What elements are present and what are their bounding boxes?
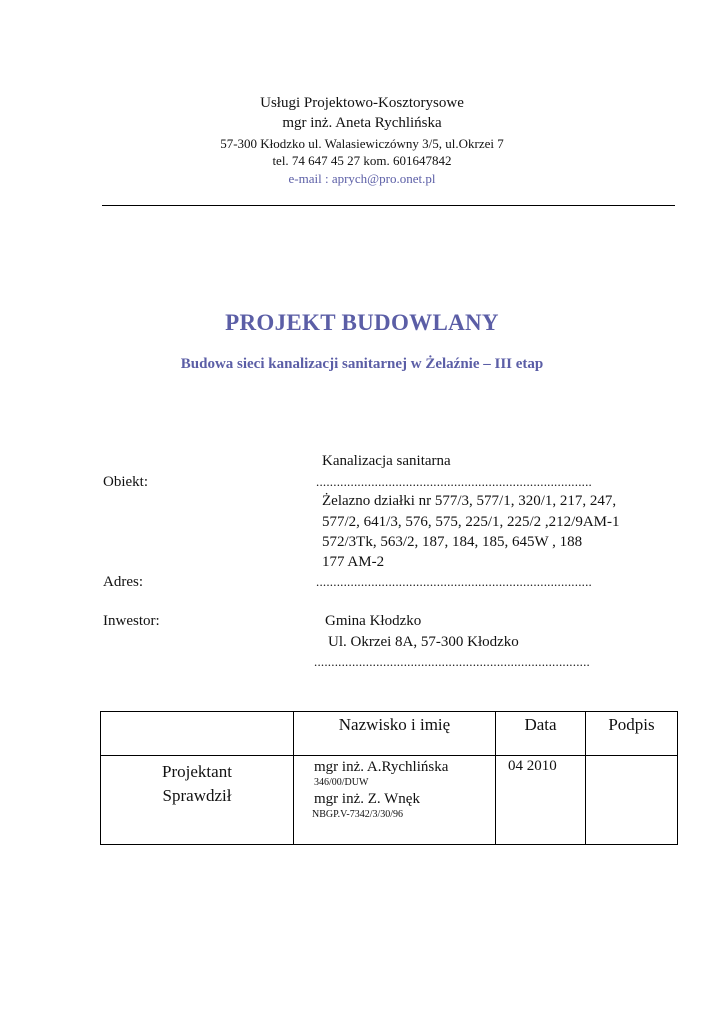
address-line-3: 572/3Tk, 563/2, 187, 184, 185, 645W , 188 bbox=[322, 534, 583, 550]
object-value: Kanalizacja sanitarna bbox=[322, 453, 451, 469]
address-line-1: Żelazno działki nr 577/3, 577/1, 320/1, 217, 247, bbox=[322, 493, 617, 509]
persons-cell bbox=[294, 756, 496, 845]
company-phone: tel. 74 647 45 27 kom. 601647842 bbox=[272, 153, 452, 168]
designer-name: mgr inż. A.Rychlińska bbox=[314, 759, 449, 775]
signature-cell bbox=[586, 756, 678, 845]
table-row bbox=[101, 756, 678, 845]
role-checker: Sprawdził bbox=[162, 786, 232, 805]
roles-cell bbox=[101, 756, 294, 845]
date-column-header: Data bbox=[496, 712, 586, 756]
address-line-4: 177 AM-2 bbox=[322, 554, 385, 570]
investor-label: Inwestor: bbox=[103, 613, 160, 629]
address-line-2: 577/2, 641/3, 576, 575, 225/1, 225/2 ,212/9AM-1 bbox=[322, 514, 620, 530]
object-dots: ................................................................................ bbox=[316, 474, 592, 489]
signature-column-header: Podpis bbox=[586, 712, 678, 756]
role-designer: Projektant bbox=[162, 762, 232, 781]
signature-table bbox=[100, 711, 678, 845]
investor-name: Gmina Kłodzko bbox=[325, 613, 422, 629]
company-name: Usługi Projektowo-Kosztorysowe bbox=[260, 95, 464, 111]
investor-dots: ................................................................................ bbox=[314, 654, 590, 669]
company-address: 57-300 Kłodzko ul. Walasiewiczówny 3/5, ul.Okrzei 7 bbox=[220, 136, 504, 151]
checker-license: NBGP.V-7342/3/30/96 bbox=[312, 809, 404, 820]
header-divider bbox=[102, 205, 675, 206]
document-subtitle: Budowa sieci kanalizacji sanitarnej w Żelaźnie – III etap bbox=[180, 356, 544, 372]
designer-header-name: mgr inż. Aneta Rychlińska bbox=[282, 115, 442, 131]
document-title: PROJEKT BUDOWLANY bbox=[225, 310, 499, 335]
object-label: Obiekt: bbox=[103, 474, 148, 490]
table-header-row bbox=[101, 712, 678, 756]
investor-address: Ul. Okrzei 8A, 57-300 Kłodzko bbox=[328, 634, 519, 650]
date-cell: 04 2010 bbox=[496, 756, 586, 845]
checker-name: mgr inż. Z. Wnęk bbox=[314, 791, 420, 807]
address-dots: ................................................................................ bbox=[316, 574, 592, 589]
name-column-header: Nazwisko i imię bbox=[294, 712, 496, 756]
company-email[interactable]: e-mail : aprych@pro.onet.pl bbox=[288, 171, 436, 186]
address-label: Adres: bbox=[103, 574, 143, 590]
empty-header-cell bbox=[101, 712, 294, 756]
designer-license: 346/00/DUW bbox=[314, 777, 369, 788]
